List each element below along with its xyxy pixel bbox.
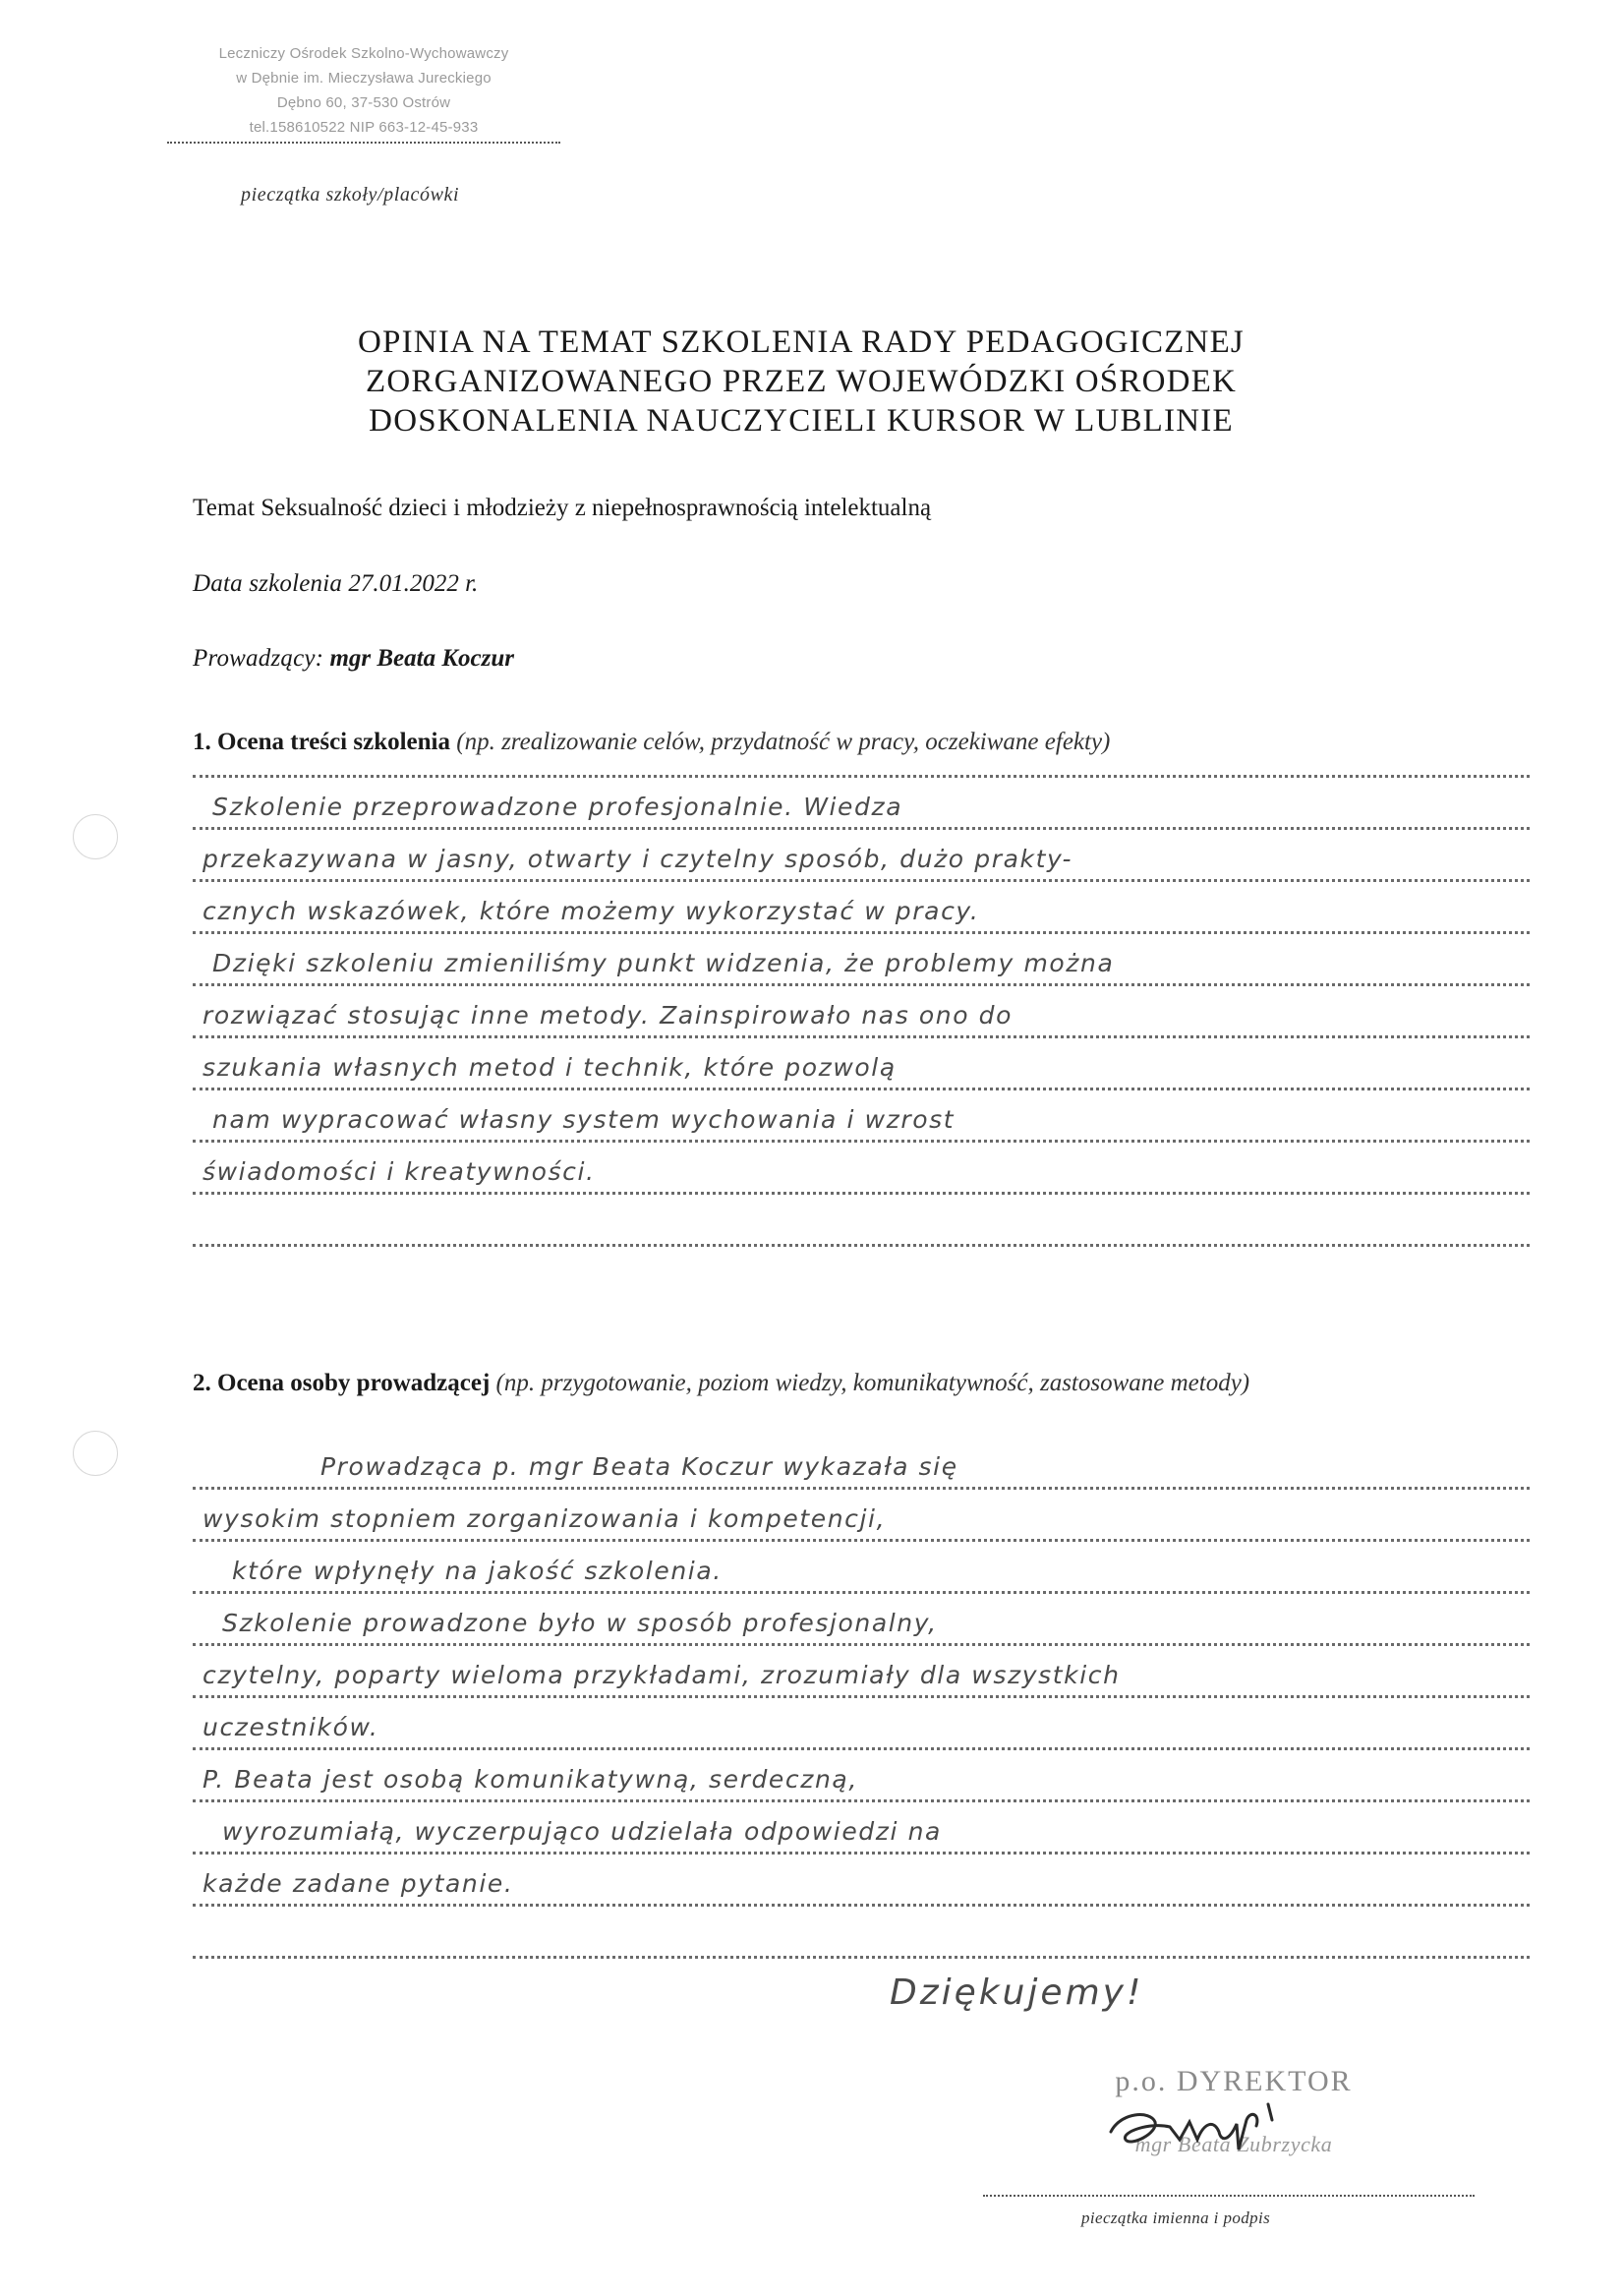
handwritten-text: które wpłynęły na jakość szkolenia. bbox=[232, 1557, 723, 1585]
handwritten-text: wyrozumiałą, wyczerpująco udzielała odpowiedzi na bbox=[222, 1817, 942, 1846]
topic-value: Seksualność dzieci i młodzieży z niepełnosprawnością intelektualną bbox=[261, 495, 932, 521]
stamp-caption: pieczątka szkoły/placówki bbox=[241, 184, 460, 206]
answer-line bbox=[193, 882, 1530, 934]
answer-line bbox=[193, 1594, 1530, 1646]
handwritten-text: cznych wskazówek, które możemy wykorzystać w pracy. bbox=[203, 897, 980, 925]
thanks-text: Dziękujemy! bbox=[890, 1972, 1144, 2013]
handwritten-text: Szkolenie prowadzone było w sposób profesjonalny, bbox=[222, 1609, 938, 1637]
answer-line bbox=[193, 1750, 1530, 1802]
answer-line bbox=[193, 1143, 1530, 1195]
answer-line bbox=[193, 830, 1530, 882]
section2-title: 2. Ocena osoby prowadzącej bbox=[193, 1370, 491, 1396]
topic-label: Temat bbox=[193, 495, 256, 521]
handwritten-text: Dzięki szkoleniu zmieniliśmy punkt widzenia, że problemy można bbox=[212, 949, 1115, 977]
answer-line bbox=[193, 778, 1530, 830]
section1-answer bbox=[193, 753, 1530, 1247]
topic-field bbox=[193, 495, 931, 522]
handwritten-text: Prowadząca p. mgr Beata Koczur wykazała się bbox=[320, 1452, 958, 1481]
stamp-line: tel.158610522 NIP 663-12-45-933 bbox=[167, 115, 560, 144]
section2-heading bbox=[193, 1367, 1530, 1400]
answer-line bbox=[193, 1490, 1530, 1542]
answer-line bbox=[193, 1907, 1530, 1959]
stamp-line: Dębno 60, 37-530 Ostrów bbox=[276, 94, 451, 111]
answer-line bbox=[193, 1090, 1530, 1143]
director-caption: pieczątka imienna i podpis bbox=[1081, 2208, 1271, 2227]
answer-line bbox=[193, 1646, 1530, 1698]
lead-label: Prowadzący: bbox=[193, 645, 324, 672]
date-field bbox=[193, 570, 478, 598]
punch-hole bbox=[73, 814, 118, 859]
answer-line bbox=[193, 1698, 1530, 1750]
document-title bbox=[197, 323, 1406, 441]
handwritten-text: P. Beata jest osobą komunikatywną, serdeczną, bbox=[203, 1765, 858, 1794]
answer-line bbox=[193, 1195, 1530, 1247]
signature-line bbox=[983, 2195, 1475, 2197]
handwritten-text: przekazywana w jasny, otwarty i czytelny sposób, dużo prakty- bbox=[203, 845, 1073, 873]
lead-field bbox=[193, 645, 514, 673]
answer-line bbox=[193, 1038, 1530, 1090]
director-name: mgr Beata Zubrzycka bbox=[1134, 2132, 1333, 2156]
handwritten-text: świadomości i kreatywności. bbox=[203, 1157, 596, 1186]
title-line: OPINIA NA TEMAT SZKOLENIA RADY PEDAGOGICZNEJ bbox=[358, 324, 1245, 360]
handwritten-text: szukania własnych metod i technik, które pozwolą bbox=[203, 1053, 897, 1082]
stamp-line: w Dębnie im. Mieczysława Jureckiego bbox=[236, 70, 492, 87]
stamp-line: Leczniczy Ośrodek Szkolno-Wychowawczy bbox=[218, 45, 509, 62]
answer-line bbox=[193, 1438, 1530, 1490]
handwritten-text: Szkolenie przeprowadzone profesjonalnie. Wiedza bbox=[212, 793, 903, 821]
answer-line bbox=[193, 934, 1530, 986]
date-value: 27.01.2022 r. bbox=[348, 570, 479, 597]
handwritten-text: rozwiązać stosując inne metody. Zainspirowało nas ono do bbox=[203, 1001, 1014, 1030]
answer-line bbox=[193, 986, 1530, 1038]
answer-line bbox=[193, 1854, 1530, 1907]
section2-hint: (np. przygotowanie, poziom wiedzy, komunikatywność, zastosowane metody) bbox=[495, 1370, 1250, 1396]
section2-answer bbox=[193, 1438, 1530, 1959]
handwritten-text: nam wypracować własny system wychowania i wzrost bbox=[212, 1105, 956, 1134]
title-line: ZORGANIZOWANEGO PRZEZ WOJEWÓDZKI OŚRODEK bbox=[365, 364, 1238, 399]
section1-hint: (np. zrealizowanie celów, przydatność w pracy, oczekiwane efekty) bbox=[456, 729, 1111, 755]
lead-value: mgr Beata Koczur bbox=[329, 645, 514, 672]
handwritten-text: wysokim stopniem zorganizowania i kompetencji, bbox=[203, 1504, 887, 1533]
title-line: DOSKONALENIA NAUCZYCIELI KURSOR W LUBLINIE bbox=[369, 403, 1234, 439]
handwritten-text: uczestników. bbox=[203, 1713, 379, 1741]
answer-line bbox=[193, 753, 1530, 778]
school-stamp bbox=[167, 41, 560, 144]
answer-line bbox=[193, 1802, 1530, 1854]
signature-icon bbox=[1081, 2092, 1357, 2161]
handwritten-text: czytelny, poparty wieloma przykładami, zrozumiały dla wszystkich bbox=[203, 1661, 1121, 1689]
answer-line bbox=[193, 1542, 1530, 1594]
date-label: Data szkolenia bbox=[193, 570, 343, 597]
section1-title: 1. Ocena treści szkolenia bbox=[193, 729, 450, 755]
handwritten-text: każde zadane pytanie. bbox=[203, 1869, 514, 1898]
director-title: p.o. DYREKTOR bbox=[1115, 2065, 1353, 2097]
punch-hole bbox=[73, 1431, 118, 1476]
